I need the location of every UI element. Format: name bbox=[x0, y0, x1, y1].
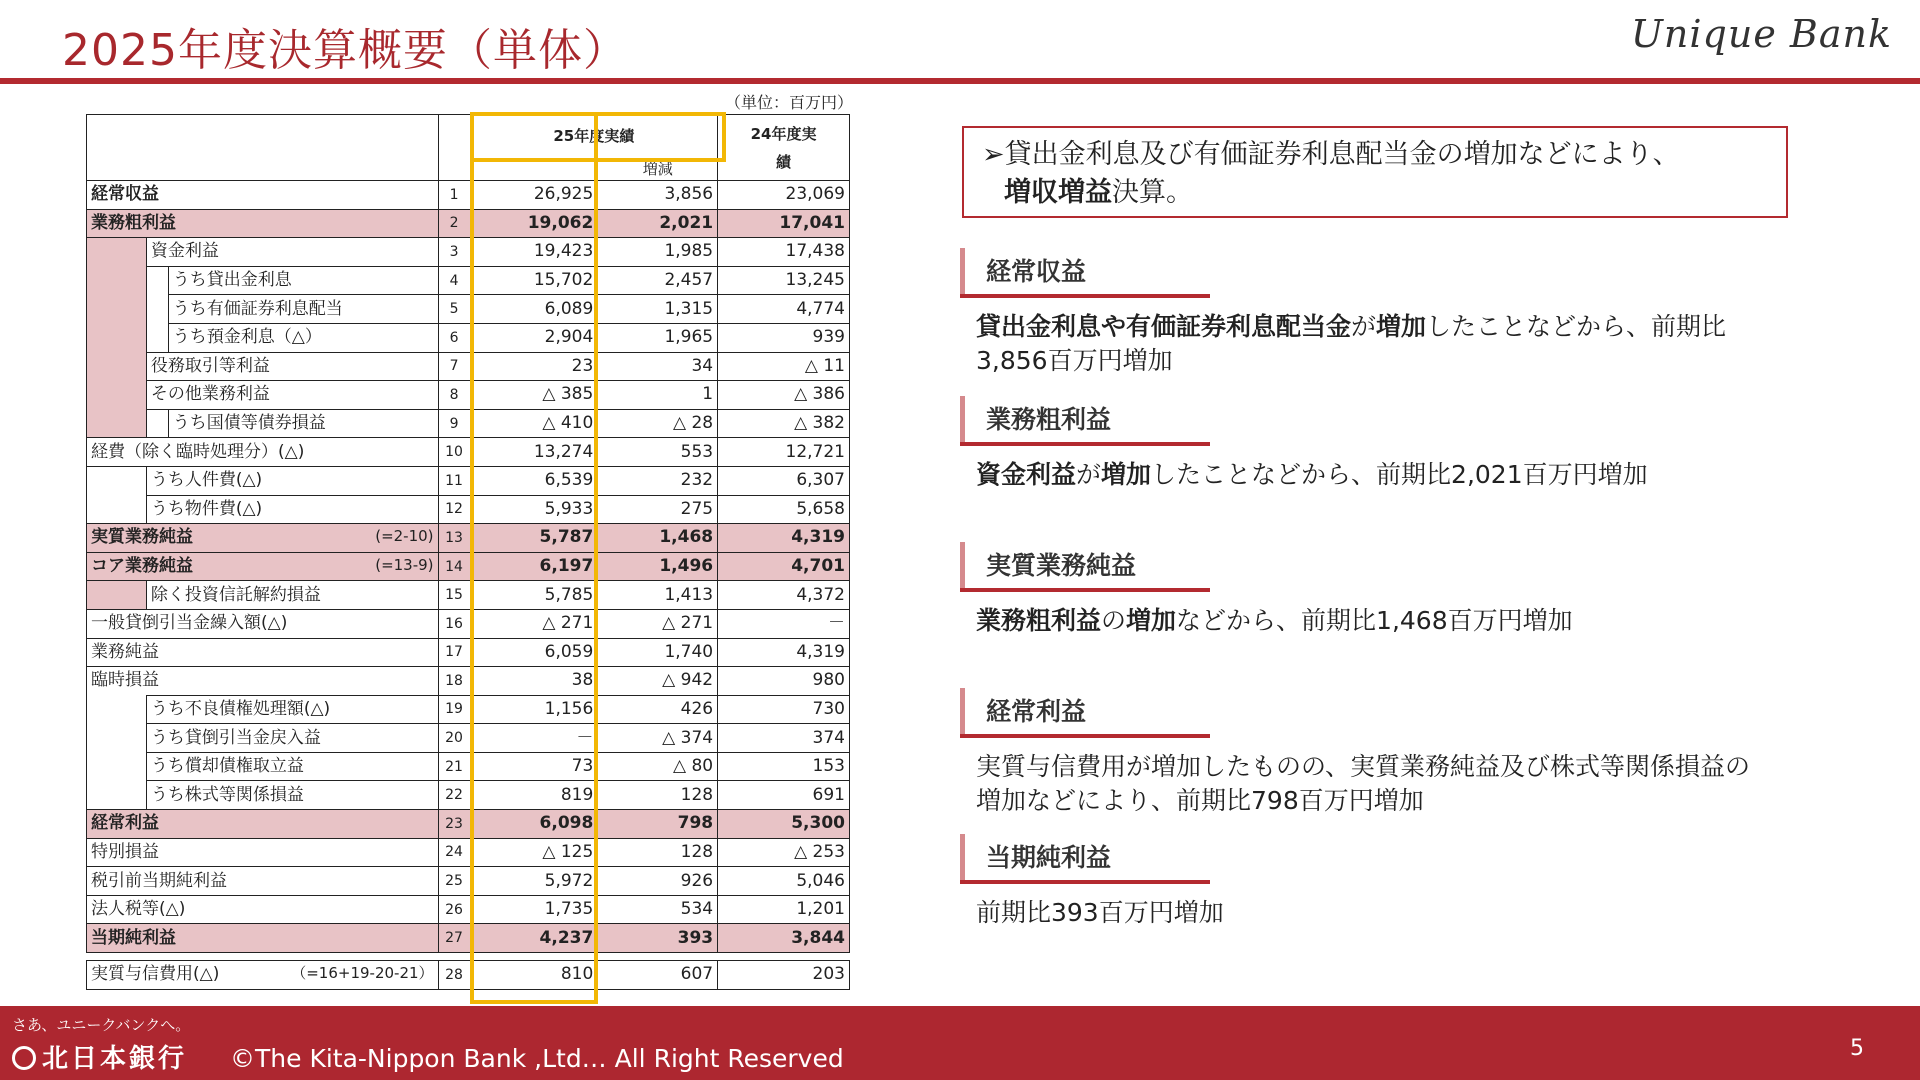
table-row: その他業務利益 8 △ 385 1 △ 386 bbox=[87, 381, 850, 410]
table-row: うち償却債権取立益 21 73 △ 80 153 bbox=[87, 752, 850, 781]
section-net-income: 当期純利益 前期比393百万円増加 bbox=[960, 834, 1820, 930]
header-change: 増減 bbox=[598, 159, 718, 181]
table-row: うち貸出金利息 4 15,702 2,457 13,245 bbox=[87, 266, 850, 295]
footer-bar bbox=[0, 1006, 1920, 1080]
table-row: 除く投資信託解約損益 15 5,785 1,413 4,372 bbox=[87, 581, 850, 610]
table-row: うち預金利息（△） 6 2,904 1,965 939 bbox=[87, 323, 850, 352]
unique-bank-logo: Unique Bank bbox=[1630, 12, 1892, 56]
section-ordinary-income: 経常収益 貸出金利息や有価証券利息配当金が増加したことなどから、前期比 3,856百万円増加 bbox=[960, 248, 1820, 378]
section-title: 業務粗利益 bbox=[960, 396, 1210, 446]
section-title: 経常利益 bbox=[960, 688, 1210, 738]
table-row: 経常収益 1 26,925 3,856 23,069 bbox=[87, 181, 850, 210]
section-title: 当期純利益 bbox=[960, 834, 1210, 884]
table-row: 法人税等(△) 26 1,735 534 1,201 bbox=[87, 895, 850, 924]
table-row: 税引前当期純利益 25 5,972 926 5,046 bbox=[87, 867, 850, 896]
copyright: ©The Kita-Nippon Bank ,Ltd… All Right Reserved bbox=[230, 1044, 844, 1073]
header-fy24: 24年度実績 bbox=[718, 115, 850, 181]
tagline: さあ、ユニークバンクへ。 bbox=[12, 1016, 191, 1034]
table-row: うち株式等関係損益 22 819 128 691 bbox=[87, 781, 850, 810]
table-header-row bbox=[87, 115, 850, 159]
section-title: 経常収益 bbox=[960, 248, 1210, 298]
table-row: 業務粗利益 2 19,062 2,021 17,041 bbox=[87, 209, 850, 238]
page-title: 2025年度決算概要（単体） bbox=[62, 25, 628, 76]
table-row: うち貸倒引当金戻入益 20 － △ 374 374 bbox=[87, 724, 850, 753]
table-row: 業務純益 17 6,059 1,740 4,319 bbox=[87, 638, 850, 667]
table-row: うち物件費(△) 12 5,933 275 5,658 bbox=[87, 495, 850, 524]
table-row: 一般貸倒引当金繰入額(△) 16 △ 271 △ 271 － bbox=[87, 609, 850, 638]
table-row: 役務取引等利益 7 23 34 △ 11 bbox=[87, 352, 850, 381]
header-fy25: 25年度実績 bbox=[470, 115, 718, 159]
table-row: うち有価証券利息配当 5 6,089 1,315 4,774 bbox=[87, 295, 850, 324]
table-row: コア業務純益 (=13-9) 14 6,197 1,496 4,701 bbox=[87, 552, 850, 581]
section-net-operating-profit: 実質業務純益 業務粗利益の増加などから、前期比1,468百万円増加 bbox=[960, 542, 1820, 638]
bullet-arrow-icon: ➢ bbox=[982, 139, 1005, 170]
bank-emblem-icon bbox=[12, 1046, 36, 1070]
table-row: うち不良債権処理額(△) 19 1,156 426 730 bbox=[87, 695, 850, 724]
unit-label: （単位：百万円） bbox=[725, 93, 854, 112]
table-row: 経常利益 23 6,098 798 5,300 bbox=[87, 810, 850, 839]
title-divider bbox=[0, 78, 1920, 84]
section-ordinary-profit: 経常利益 実質与信費用が増加したものの、実質業務純益及び株式等関係損益の 増加などにより、前期比798百万円増加 bbox=[960, 688, 1820, 818]
page-number: 5 bbox=[1850, 1036, 1864, 1061]
bank-logo: 北日本銀行 bbox=[12, 1038, 187, 1075]
table-row: 実質与信費用(△) （=16+19-20-21） 28 810 607 203 bbox=[87, 961, 850, 990]
table-row: 臨時損益 18 38 △ 942 980 bbox=[87, 667, 850, 696]
section-gross-operating-profit: 業務粗利益 資金利益が増加したことなどから、前期比2,021百万円増加 bbox=[960, 396, 1820, 492]
table-row: うち人件費(△) 11 6,539 232 6,307 bbox=[87, 466, 850, 495]
table-row: 経費（除く臨時処理分）(△) 10 13,274 553 12,721 bbox=[87, 438, 850, 467]
table-row: うち国債等債券損益 9 △ 410 △ 28 △ 382 bbox=[87, 409, 850, 438]
financial-summary-table bbox=[86, 114, 850, 990]
summary-box: ➢貸出金利息及び有価証券利息配当金の増加などにより、 増収増益決算。 bbox=[962, 126, 1788, 218]
table-row: 実質業務純益 (=2-10) 13 5,787 1,468 4,319 bbox=[87, 524, 850, 553]
section-title: 実質業務純益 bbox=[960, 542, 1210, 592]
table-row: 当期純利益 27 4,237 393 3,844 bbox=[87, 924, 850, 953]
table-row: 特別損益 24 △ 125 128 △ 253 bbox=[87, 838, 850, 867]
table-row: 資金利益 3 19,423 1,985 17,438 bbox=[87, 238, 850, 267]
